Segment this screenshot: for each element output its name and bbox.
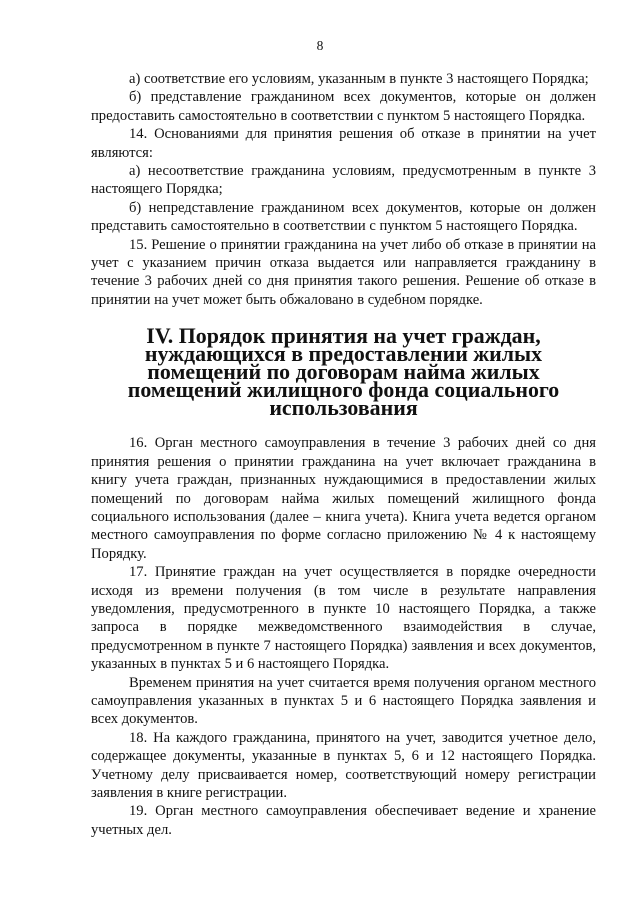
paragraph: а) несоответствие гражданина условиям, предусмотренным в пункте 3 настоящего Порядка;	[91, 163, 596, 198]
paragraph: 16. Орган местного самоуправления в течение 3 рабочих дней со дня принятия решения о принятии гражданина на учет включает гражданина в книгу учета граждан, признанных нуждающимися в предоставлении жилых помещений по договорам найма жилых помещений жилищного фонда социального использования (далее – книга учета). Книга учета ведется органом местного самоуправления по форме согласно приложению № 4 к настоящему Порядку.	[91, 435, 596, 562]
paragraph: 18. На каждого гражданина, принятого на учет, заводится учетное дело, содержащее документы, указанные в пунктах 5, 6 и 12 настоящего Порядка. Учетному делу присваивается номер, соответствующий номеру регистрации заявления в книге регистрации.	[91, 729, 596, 801]
paragraph: 15. Решение о принятии гражданина на учет либо об отказе в принятии на учет с указанием причин отказа выдается или направляется гражданину в течение 3 рабочих дней со дня принятия такого решения. Решение об отказе в принятии на учет может быть обжаловано в судебном порядке.	[91, 236, 596, 308]
paragraph: а) соответствие его условиям, указанным в пункте 3 настоящего Порядка;	[129, 71, 589, 87]
paragraph: 19. Орган местного самоуправления обеспечивает ведение и хранение учетных дел.	[91, 803, 596, 838]
document-body	[91, 70, 596, 839]
paragraph: Временем принятия на учет считается время получения органом местного самоуправления указанных в пунктах 5 и 6 настоящего Порядка заявления и всех документов.	[91, 674, 596, 728]
paragraph: б) представление гражданином всех документов, которые он должен предоставить самостоятельно в соответствии с пунктом 5 настоящего Порядка.	[91, 89, 596, 124]
paragraph: б) непредставление гражданином всех документов, которые он должен представить самостоятельно в соответствии с пунктом 5 настоящего Порядка.	[91, 199, 596, 235]
page-number: 8	[316, 38, 324, 53]
section-heading: IV. Порядок принятия на учет граждан, нуждающихся в предоставлении жилых помещений по договорам найма жилых помещений жилищного фонда социального использования	[127, 323, 560, 421]
paragraph: 14. Основаниями для принятия решения об отказе в принятии на учет являются:	[91, 126, 596, 161]
paragraph: 17. Принятие граждан на учет осуществляется в порядке очередности исходя из времени получения (в том числе в результате направления уведомления, предусмотренного в пункте 10 настоящего Порядка, а также запроса в порядке межведомственного взаимодействия в случае, предусмотренном в пункте 7 настоящего Порядка) заявления и всех документов, указанных в пунктах 5 и 6 настоящего Порядка.	[91, 564, 596, 673]
